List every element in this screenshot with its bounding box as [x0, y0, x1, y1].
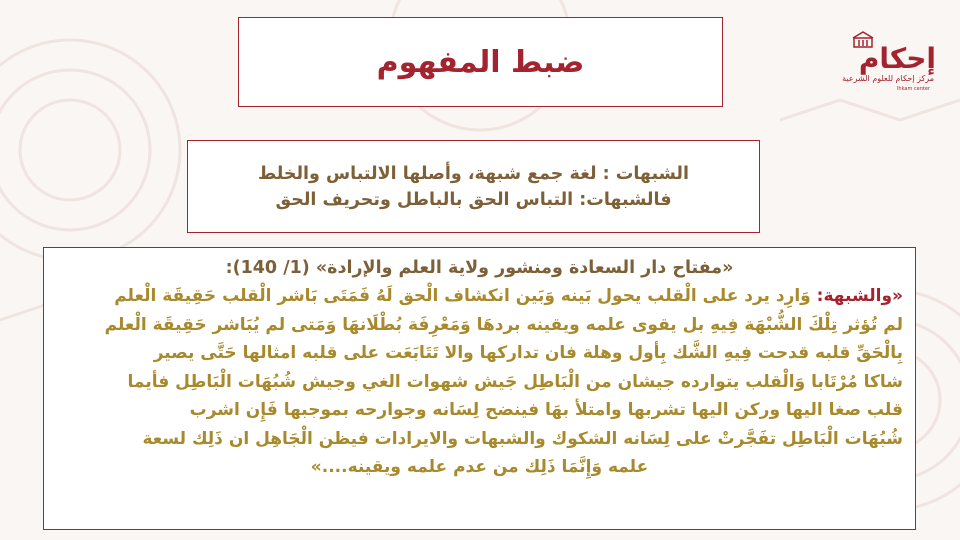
quote-line-6: شُبُهَات الْبَاطِل تفَجَّرتْ على لِسَانه الشكوك والشبهات والايرادات فيظن الْجَاهِل ان ذَلِك لسعة — [142, 428, 903, 449]
definition-line-1: الشبهات : لغة جمع شبهة، وأصلها الالتباس والخلط — [257, 163, 689, 184]
quote-line-3: بِالْحَقِّ قلبه قدحت فِيهِ الشَّك بِأول وهلة فان تداركها والا تَتَابَعَت على قلبه امثالها حَتَّى يصير — [153, 343, 903, 363]
quote-line-7: علمه وَإِنَّمَا ذَلِك من عدم علمه ويقينه....» — [310, 457, 649, 477]
ihkam-logo — [844, 20, 944, 100]
quote-line-4: شاكا مُرْتَابا وَالْقلب يتوارده جيشان من الْبَاطِل جَيش شهوات الغي وجيش شُبُهَات الْبَاطِل فأيما — [127, 371, 903, 392]
logo-tagline: Ihkam center — [896, 86, 930, 92]
logo-subtitle: مركز إحكام للعلوم الشرعية — [842, 74, 934, 83]
title-box — [238, 17, 723, 107]
slide-title: ضبط المفهوم — [376, 44, 585, 80]
quote-line-1 — [56, 282, 903, 311]
logo-word: إحكام — [858, 42, 936, 75]
quote-line-1-text: وَارِد يرد على الْقلب يحول بَينه وَبَين انكشاف الْحق لَهُ فَمَتَى بَاشر الْقلب حَقِيقَة الْعلم — [114, 286, 817, 306]
definition-box — [187, 140, 760, 233]
quote-line-2: لم تُؤثر تِلْكَ الشُّبْهَة فِيهِ بل يقوى علمه ويقينه بردهَا وَمَعْرِفَة بُطْلَانهَا وَمَتى لم يُبَاشر حَقِيقَة الْعلم — [104, 314, 903, 335]
quote-term: «والشبهة: — [816, 286, 903, 306]
quote-line-5: قلب صغا اليها وركن اليها تشربها وامتلأ بهَا فينضح لِسَانه وجوارحه بموجبها فَإِن اشرب — [189, 400, 903, 420]
definition-line-2: فالشبهات: التباس الحق بالباطل وتحريف الحق — [275, 189, 672, 210]
quote-box — [43, 247, 916, 530]
quote-source: «مفتاح دار السعادة ومنشور ولاية العلم والإرادة» (1/ 140): — [225, 258, 734, 278]
